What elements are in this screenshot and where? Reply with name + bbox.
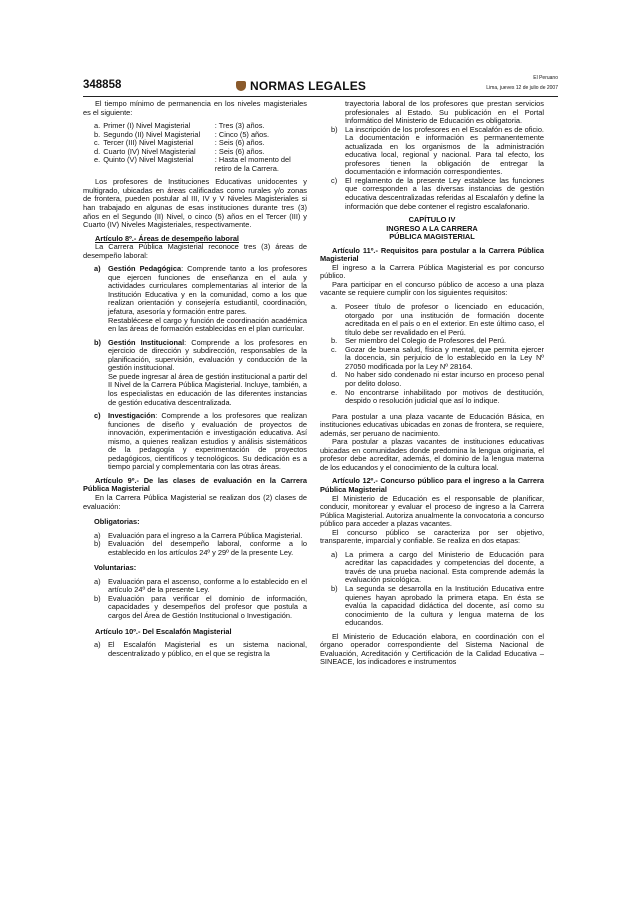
- article-11-paragraph: Para postular a una plaza vacante de Educación Básica, en instituciones educativas ubicadas en zonas de frontera, se requiere, además, ser peruano de nacimiento.: [320, 411, 544, 438]
- evaluation-item: a) Evaluación para el ingreso a la Carrera Pública Magisterial.: [94, 530, 303, 540]
- voluntarias-label: Voluntarias:: [94, 563, 137, 573]
- date-line: Lima, jueves 12 de julio de 2007: [486, 85, 558, 91]
- requirement-item: c. Gozar de buena salud, física y mental, que permita ejercer la docencia, sin perjuicio de lo establecido en la Ley Nº 27050 modificada por la Ley Nº 28164.: [331, 344, 544, 371]
- requirement-item: b. Ser miembro del Colegio de Profesores del Perú.: [331, 336, 507, 346]
- chapter-number: CAPÍTULO IV: [408, 215, 456, 225]
- article-12-title: Artículo 12º.- Concurso público para el ingreso a la Carrera Pública Magisterial: [320, 476, 544, 494]
- area-item: c) Investigación: Comprende a los profesores que realizan funciones de diseño y evaluación de proyectos de innovación, experimentación e investigación educativa. Así mismo, a quienes realizan estudios y análisis sistemáticos de la pedagogía y experimentación de proyectos pedagógicos, científicos y tecnológicos. Su dedicación es a tiempo parcial y complementaria con las otras áreas.: [94, 411, 307, 472]
- rural-paragraph: Los profesores de Instituciones Educativas unidocentes y multigrado, ubicadas en áreas calificadas como rurales y/o zonas de frontera, pueden postular al III, IV y V Niveles Magisteriales si han trabajado en algunas de esas instituciones durante tres (3) años en el Segundo (II) Nivel, o cinco (5) años en el Tercer (III) y Cuarto (IV) Niveles Magisteriales, respectivamente.: [83, 177, 307, 230]
- document-page: [83, 60, 558, 840]
- escalafon-item: a) El Escalafón Magisterial es un sistema nacional, descentralizado y público, en el que se registra la: [94, 640, 307, 658]
- article-12-paragraph: El concurso público se caracteriza por ser objetivo, transparente, imparcial y confiable. Se realiza en dos etapas:: [320, 527, 544, 546]
- escalafon-item-continued: trayectoria laboral de los profesores que prestan servicios profesionales al Estado. Su publicación en el Portal Informático del Ministerio de Educación es obligatoria.: [345, 99, 544, 126]
- chapter-title-line-1: INGRESO A LA CARRERA: [386, 223, 478, 233]
- requirement-item: a. Poseer título de profesor o licenciado en educación, otorgado por una institución de formación docente acreditada en el país o en el exterior. En este último caso, el título debe ser revalidado en el Perú.: [331, 302, 544, 337]
- stage-item: a) La primera a cargo del Ministerio de Educación para acreditar las capacidades y competencias del docente, a través de una prueba nacional. Esta comprende además la evaluación psicológica.: [331, 549, 544, 585]
- evaluation-item: a) Evaluación para el ascenso, conforme a lo establecido en el artículo 24º de la presente Ley.: [94, 576, 307, 595]
- article-9-title: Artículo 9º.- De las clases de evaluación en la Carrera Pública Magisterial: [83, 475, 307, 494]
- requirement-item: e. No encontrarse inhabilitado por motivos de destitución, despido o resolución judicial que así lo indique.: [331, 387, 544, 406]
- area-item: b) Gestión Institucional: Comprende a los profesores en ejercicio de dirección y subdirección, responsables de la planificación, supervisión, evaluación y conducción de la gestión institucional. Se puede ingresar al área de gestión institucional a partir del II Nivel de la Carrera Pública Magisterial. Incluye, también, a los especialistas en educación de las diferentes instancias de gestión educativa descentralizada.: [94, 337, 307, 407]
- article-10-title: Artículo 10º.- Del Escalafón Magisterial: [95, 626, 232, 636]
- requirement-item: d. No haber sido condenado ni estar incurso en proceso penal por delito doloso.: [331, 370, 544, 388]
- left-column: [83, 100, 307, 658]
- newspaper-name: El Peruano: [533, 75, 558, 81]
- article-11-paragraph: El ingreso a la Carrera Pública Magisterial es por concurso público.: [320, 262, 544, 281]
- article-9-text: En la Carrera Pública Magisterial se realizan dos (2) clases de evaluación:: [83, 492, 307, 511]
- article-12-paragraph: El Ministerio de Educación elabora, en coordinación con el órgano operador correspondiente del Sistema Nacional de Evaluación, Acreditación y Certificación de la Calidad Educativa – SINEACE, los indicadores e instrumentos: [320, 631, 544, 667]
- evaluation-item: b) Evaluación del desempeño laboral, conforme a lo establecido en los artículos 24º y 29º de la presente Ley.: [94, 539, 307, 557]
- escalafon-item: c) El reglamento de la presente Ley establece las funciones que corresponden a las diversas instancias de gestión educativa descentralizadas referidas al Escalafón y define la información que debe contener el registro escalafonario.: [331, 175, 544, 211]
- level-item: d. Cuarto (IV) Nivel Magisterial : Seis (6) años.: [94, 146, 265, 156]
- area-item: a) Gestión Pedagógica: Comprende tanto a los profesores que ejercen funciones de enseñanza en el aula y actividades curriculares complementarias al interior de la Institución Educativa y en la comunidad, como a los que realizan orientación y consejería estudiantil, coordinación, jefatura, asesoría y formación entre pares. Restablécese el cargo y función de coordinación académica en las áreas de formación establecidas en el plan curricular.: [94, 264, 307, 334]
- article-11-paragraph: Para postular a plazas vacantes de instituciones educativas ubicadas en comunidades donde predomina la lengua originaria, el profesor debe acreditar, además, el dominio de la lengua materna de los educandos y el conocimiento de la cultura local.: [320, 437, 544, 472]
- publication-title: [236, 79, 366, 93]
- intro-paragraph: El tiempo mínimo de permanencia en los niveles magisteriales es el siguiente:: [83, 99, 307, 117]
- level-item: a. Primer (I) Nivel Magisterial : Tres (3) años.: [94, 121, 265, 131]
- publication-name: NORMAS LEGALES: [250, 79, 367, 93]
- crest-icon: [236, 81, 246, 91]
- level-item: c. Tercer (III) Nivel Magisterial : Seis (6) años.: [94, 138, 265, 148]
- article-11-title: Artículo 11º.- Requisitos para postular a la Carrera Pública Magisterial: [320, 245, 544, 264]
- level-item: b. Segundo (II) Nivel Magisterial : Cinco (5) años.: [94, 129, 270, 139]
- page-number: 348858: [83, 79, 122, 91]
- page-header: [83, 72, 558, 97]
- chapter-title-line-2: PÚBLICA MAGISTERIAL: [389, 232, 475, 242]
- right-column: [320, 100, 544, 667]
- level-item: e. Quinto (V) Nivel Magisterial : Hasta el momento del retiro de la Carrera.: [94, 155, 291, 173]
- obligatorias-label: Obligatorias:: [94, 517, 140, 527]
- article-8-title: Artículo 8º.- Áreas de desempeño laboral: [95, 233, 239, 243]
- article-11-paragraph: Para participar en el concurso público de acceso a una plaza vacante se requiere cumplir con los siguientes requisitos:: [320, 279, 544, 298]
- article-12-paragraph: El Ministerio de Educación es el responsable de planificar, conducir, monitorear y evaluar el proceso de ingreso a la Carrera Pública Magisterial. Autoriza anualmente la convocatoria a concurso público para acceder a plazas vacantes.: [320, 493, 544, 529]
- article-8-text: La Carrera Pública Magisterial reconoce tres (3) áreas de desempeño laboral:: [83, 242, 307, 260]
- escalafon-item: b) La inscripción de los profesores en el Escalafón es de oficio. La documentación e información es permanentemente actualizada en los organismos de la administración educativa local, regional y nacional. Para tal efecto, los profesores tienen la obligación de entregar la documentación e información correspondientes.: [331, 124, 544, 177]
- levels-list: [83, 122, 307, 173]
- stage-item: b) La segunda se desarrolla en la Institución Educativa entre quienes hayan aprobado la primera etapa. En ésta se evalúa la capacidad didáctica del docente, así como su conocimiento de la cultura y lengua materna de los educandos.: [331, 583, 544, 628]
- evaluation-item: b) Evaluación para verificar el dominio de información, capacidades y desempeños del profesor que postula a cargos del Área de Gestión Institucional o Investigación.: [94, 593, 307, 620]
